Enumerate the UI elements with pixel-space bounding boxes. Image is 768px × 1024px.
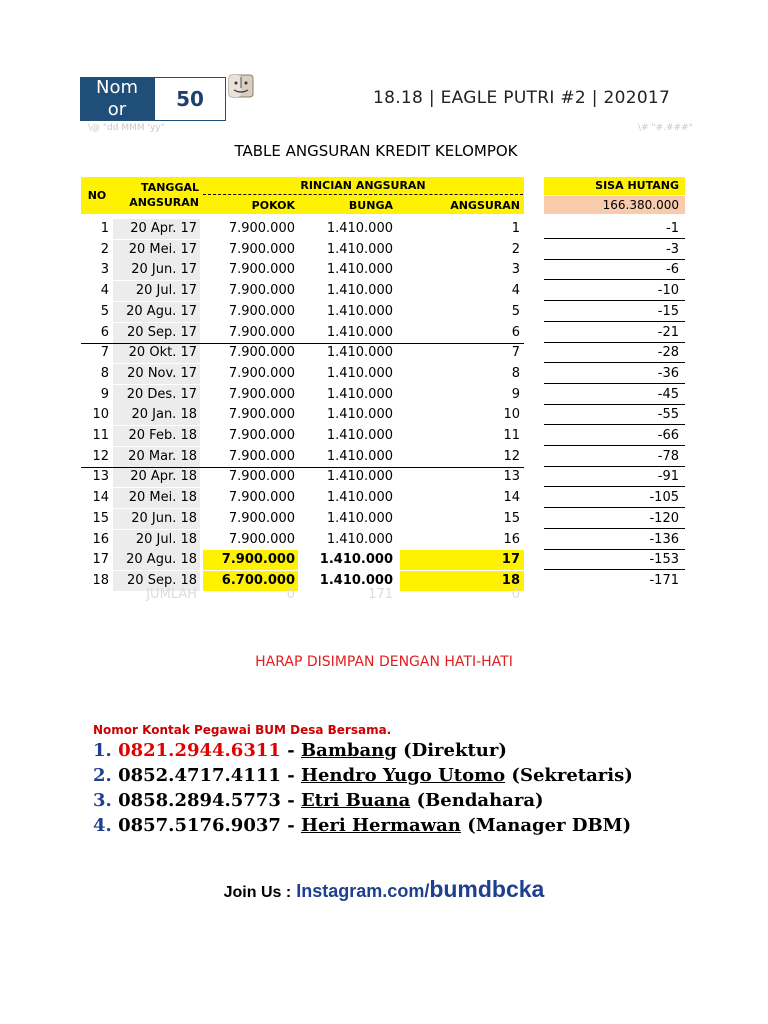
sisa-hutang-total: 166.380.000 <box>544 196 685 214</box>
row-no: 7 <box>100 345 109 360</box>
row-tanggal: 20 Sep. 17 <box>113 323 200 343</box>
row-pokok: 7.900.000 <box>228 532 295 547</box>
row-tanggal: 20 Okt. 17 <box>113 343 200 363</box>
row-sisa: -66 <box>544 426 685 446</box>
row-pokok: 7.900.000 <box>228 449 295 464</box>
row-pokok: 7.900.000 <box>228 283 295 298</box>
row-pokok: 7.900.000 <box>228 511 295 526</box>
row-pokok: 7.900.000 <box>203 550 298 570</box>
contact-name: Hendro Yugo Utomo <box>300 765 506 786</box>
contact-phone[interactable]: 0858.2894.5773 <box>118 790 281 811</box>
row-sisa: -136 <box>544 530 685 550</box>
group-separator <box>81 467 524 468</box>
nomor-value: 50 <box>154 77 226 121</box>
row-no: 2 <box>100 242 109 257</box>
contact-phone[interactable]: 0857.5176.9037 <box>118 815 281 836</box>
row-no: 9 <box>100 387 109 402</box>
row-sisa: -6 <box>544 260 685 280</box>
jumlah-label: JUMLAH <box>146 587 197 602</box>
row-sisa: -120 <box>544 509 685 529</box>
contacts-heading: Nomor Kontak Pegawai BUM Desa Bersama. <box>93 723 392 737</box>
row-pokok: 7.900.000 <box>228 242 295 257</box>
row-sisa: -153 <box>544 550 685 570</box>
instagram-link-handle[interactable]: bumdbcka <box>429 876 545 902</box>
row-no: 8 <box>100 366 109 381</box>
row-tanggal: 20 Des. 17 <box>113 385 200 405</box>
row-no: 18 <box>92 573 109 588</box>
header-divider <box>203 194 523 195</box>
row-bunga: 1.410.000 <box>326 511 393 526</box>
row-sisa: -3 <box>544 240 685 260</box>
contact-role: (Sekretaris) <box>511 765 633 786</box>
row-bunga: 1.410.000 <box>326 304 393 319</box>
col-no: NO <box>87 189 107 202</box>
row-bunga: 1.410.000 <box>326 407 393 422</box>
row-no: 5 <box>100 304 109 319</box>
row-tanggal: 20 Sep. 18 <box>113 571 200 591</box>
row-tanggal: 20 Jan. 18 <box>113 405 200 425</box>
row-no: 16 <box>92 532 109 547</box>
col-bunga: BUNGA <box>348 199 393 212</box>
row-angsuran: 10 <box>503 407 520 422</box>
row-tanggal: 20 Apr. 18 <box>113 467 200 487</box>
row-pokok: 6.700.000 <box>203 571 298 591</box>
row-pokok: 7.900.000 <box>228 407 295 422</box>
row-tanggal: 20 Mei. 18 <box>113 488 200 508</box>
nomor-label <box>80 77 154 121</box>
group-separator <box>81 343 524 344</box>
row-angsuran: 12 <box>503 449 520 464</box>
row-angsuran: 7 <box>511 345 520 360</box>
contact-line <box>93 765 633 786</box>
nomor-label-line1: Nom <box>95 77 138 98</box>
document-title: 18.18 | EAGLE PUTRI #2 | 202017 <box>373 88 671 108</box>
row-bunga: 1.410.000 <box>326 221 393 236</box>
col-tanggal-2: ANGSURAN <box>129 196 199 209</box>
col-sisa-hutang: SISA HUTANG <box>544 177 685 195</box>
row-sisa: -45 <box>544 385 685 405</box>
row-sisa: -36 <box>544 364 685 384</box>
contact-dash: - <box>287 790 295 811</box>
row-angsuran: 18 <box>400 571 524 591</box>
instagram-link-prefix[interactable]: Instagram.com/ <box>296 881 430 901</box>
row-tanggal: 20 Jun. 17 <box>113 260 200 280</box>
col-pokok: POKOK <box>251 199 295 212</box>
contact-index: 2. <box>93 765 112 786</box>
row-bunga: 1.410.000 <box>326 490 393 505</box>
row-angsuran: 2 <box>511 242 520 257</box>
col-tanggal: TANGGAL <box>141 181 199 194</box>
row-angsuran: 8 <box>511 366 520 381</box>
contact-dash: - <box>287 740 295 761</box>
row-bunga: 1.410.000 <box>326 262 393 277</box>
row-tanggal: 20 Agu. 18 <box>113 550 200 570</box>
row-tanggal: 20 Jul. 17 <box>113 281 200 301</box>
row-sisa: -15 <box>544 302 685 322</box>
row-tanggal: 20 Mei. 17 <box>113 240 200 260</box>
jumlah-angsuran: 0 <box>511 587 520 602</box>
row-no: 13 <box>92 469 109 484</box>
row-sisa: -28 <box>544 343 685 363</box>
row-no: 14 <box>92 490 109 505</box>
row-pokok: 7.900.000 <box>228 469 295 484</box>
row-sisa: -10 <box>544 281 685 301</box>
contact-phone[interactable]: 0852.4717.4111 <box>118 765 281 786</box>
contact-name: Heri Hermawan <box>300 815 461 836</box>
row-angsuran: 3 <box>511 262 520 277</box>
row-tanggal: 20 Apr. 17 <box>113 219 200 239</box>
row-no: 17 <box>92 552 109 567</box>
row-sisa: -171 <box>649 573 679 588</box>
group-rincian: RINCIAN ANGSURAN <box>300 179 426 192</box>
row-angsuran: 17 <box>400 550 524 570</box>
row-angsuran: 5 <box>511 304 520 319</box>
row-angsuran: 14 <box>503 490 520 505</box>
row-tanggal: 20 Mar. 18 <box>113 447 200 467</box>
table-title: TABLE ANGSURAN KREDIT KELOMPOK <box>234 142 518 160</box>
row-bunga: 1.410.000 <box>326 366 393 381</box>
row-tanggal: 20 Nov. 17 <box>113 364 200 384</box>
format-hint-right: \# "#.###" <box>638 123 693 133</box>
row-no: 10 <box>92 407 109 422</box>
contact-dash: - <box>287 815 295 836</box>
finder-face-icon <box>228 74 254 98</box>
contact-role: (Bendahara) <box>416 790 544 811</box>
row-tanggal: 20 Jun. 18 <box>113 509 200 529</box>
row-bunga: 1.410.000 <box>326 325 393 340</box>
contact-phone[interactable]: 0821.2944.6311 <box>118 740 281 761</box>
row-angsuran: 9 <box>511 387 520 402</box>
row-bunga: 1.410.000 <box>326 532 393 547</box>
row-angsuran: 13 <box>503 469 520 484</box>
row-pokok: 7.900.000 <box>228 221 295 236</box>
row-tanggal: 20 Agu. 17 <box>113 302 200 322</box>
contact-role: (Direktur) <box>403 740 507 761</box>
row-pokok: 7.900.000 <box>228 490 295 505</box>
row-pokok: 7.900.000 <box>228 304 295 319</box>
row-bunga: 1.410.000 <box>319 552 393 567</box>
row-bunga: 1.410.000 <box>319 573 393 588</box>
row-bunga: 1.410.000 <box>326 345 393 360</box>
row-bunga: 1.410.000 <box>326 283 393 298</box>
jumlah-bunga: 171 <box>368 587 393 602</box>
row-no: 1 <box>100 221 109 236</box>
row-pokok: 7.900.000 <box>228 345 295 360</box>
join-line <box>0 876 768 903</box>
row-angsuran: 16 <box>503 532 520 547</box>
row-sisa: -91 <box>544 467 685 487</box>
row-sisa: -78 <box>544 447 685 467</box>
col-angsuran: ANGSURAN <box>450 199 520 212</box>
row-pokok: 7.900.000 <box>228 366 295 381</box>
contact-dash: - <box>287 765 295 786</box>
nomor-label-line2: or <box>107 99 127 120</box>
row-sisa: -55 <box>544 405 685 425</box>
row-sisa: -1 <box>544 219 685 239</box>
contact-name: Bambang <box>300 740 397 761</box>
row-bunga: 1.410.000 <box>326 469 393 484</box>
contact-index: 4. <box>93 815 112 836</box>
row-bunga: 1.410.000 <box>326 428 393 443</box>
row-pokok: 7.900.000 <box>228 428 295 443</box>
row-angsuran: 6 <box>511 325 520 340</box>
row-no: 11 <box>92 428 109 443</box>
row-tanggal: 20 Feb. 18 <box>113 426 200 446</box>
row-no: 6 <box>100 325 109 340</box>
row-pokok: 7.900.000 <box>228 262 295 277</box>
contact-role: (Manager DBM) <box>467 815 632 836</box>
contact-index: 3. <box>93 790 112 811</box>
row-angsuran: 1 <box>511 221 520 236</box>
format-hint-left: \@ "dd MMM 'yy" <box>88 123 165 133</box>
row-no: 3 <box>100 262 109 277</box>
row-no: 12 <box>92 449 109 464</box>
join-label: Join Us : <box>223 884 292 901</box>
contact-index: 1. <box>93 740 112 761</box>
row-no: 15 <box>92 511 109 526</box>
contact-line <box>93 790 544 811</box>
row-bunga: 1.410.000 <box>326 242 393 257</box>
contact-line <box>93 815 631 836</box>
row-sisa: -21 <box>544 323 685 343</box>
row-angsuran: 4 <box>511 283 520 298</box>
row-pokok: 7.900.000 <box>228 387 295 402</box>
row-no: 4 <box>100 283 109 298</box>
row-bunga: 1.410.000 <box>326 449 393 464</box>
contact-line <box>93 740 507 761</box>
row-angsuran: 11 <box>503 428 520 443</box>
row-sisa: -105 <box>544 488 685 508</box>
row-pokok: 7.900.000 <box>228 325 295 340</box>
row-angsuran: 15 <box>503 511 520 526</box>
row-bunga: 1.410.000 <box>326 387 393 402</box>
contact-name: Etri Buana <box>300 790 411 811</box>
row-tanggal: 20 Jul. 18 <box>113 530 200 550</box>
jumlah-pokok: 0 <box>286 587 295 602</box>
notice-text: HARAP DISIMPAN DENGAN HATI-HATI <box>255 654 513 670</box>
